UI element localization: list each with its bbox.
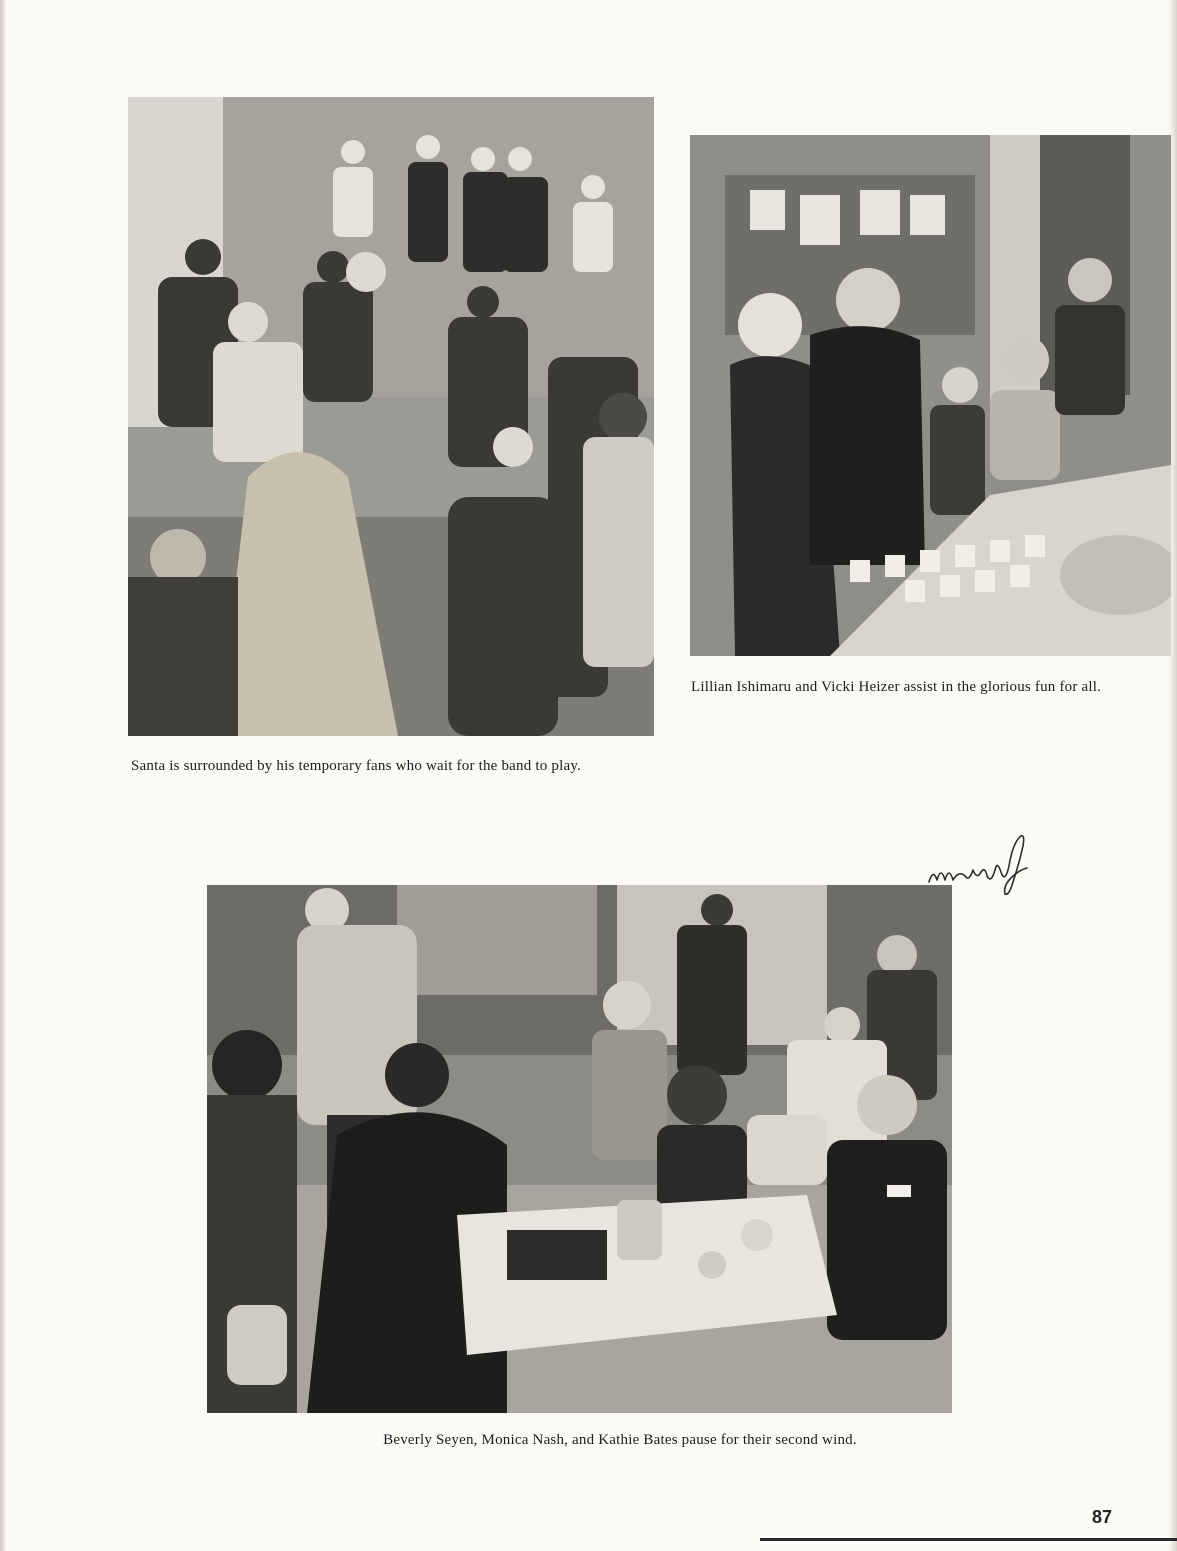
photo-santa-with-children xyxy=(128,97,654,736)
handwritten-signature xyxy=(925,830,1035,902)
bottom-rule xyxy=(760,1538,1177,1541)
caption-helpers: Lillian Ishimaru and Vicki Heizer assist in the glorious fun for all. xyxy=(691,679,1102,695)
caption-table: Beverly Seyen, Monica Nash, and Kathie Bates pause for their second wind. xyxy=(383,1432,857,1448)
photo-helpers-at-refreshment-table xyxy=(690,135,1171,656)
caption-santa: Santa is surrounded by his temporary fans who wait for the band to play. xyxy=(131,758,582,774)
page-edge-left xyxy=(0,0,6,1551)
photo-children-at-table xyxy=(207,885,952,1413)
page-number: 87 xyxy=(1092,1507,1113,1527)
